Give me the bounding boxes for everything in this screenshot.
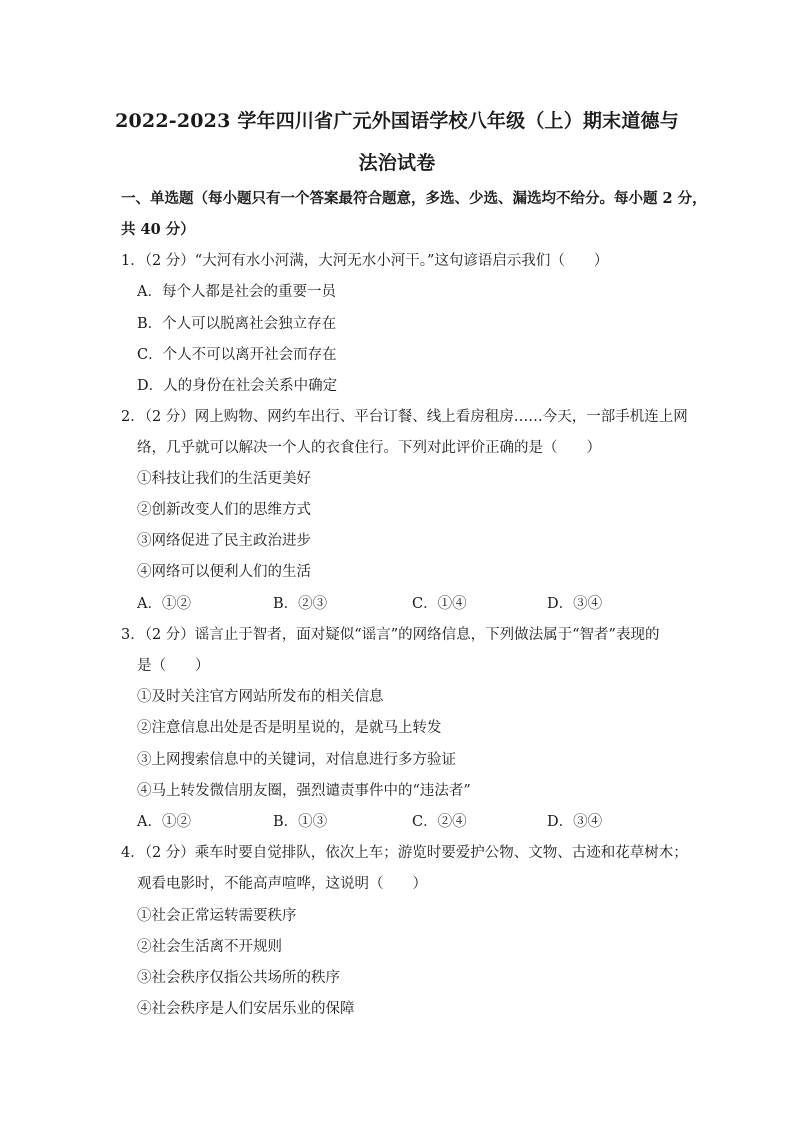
question-2-choice-b: B．②③ — [273, 596, 328, 612]
question-4-statement-1: ①社会正常运转需要秩序 — [137, 908, 297, 924]
question-1-option-c: C．个人不可以离开社会而存在 — [137, 347, 337, 363]
question-4-statement-3: ③社会秩序仅指公共场所的秩序 — [137, 970, 340, 986]
question-3-statement-3: ③上网搜索信息中的关键词，对信息进行多方验证 — [137, 752, 456, 768]
section-heading-line-1: 一、单选题（每小题只有一个答案最符合题意，多选、少选、漏选均不给分。每小题 2 分， — [121, 190, 707, 207]
question-2-choice-a: A．①② — [137, 596, 191, 612]
question-1-stem: 1．（2 分）“大河有水小河满，大河无水小河干。”这句谚语启示我们（ ） — [121, 253, 609, 269]
question-3-statement-1: ①及时关注官方网站所发布的相关信息 — [137, 689, 384, 705]
question-3-choice-a: A．①② — [137, 814, 191, 830]
question-2-statement-4: ④网络可以便利人们的生活 — [137, 564, 311, 580]
question-4-stem-line-1: 4．（2 分）乘车时要自觉排队，依次上车；游览时要爱护公物、文物、古迹和花草树木； — [121, 845, 688, 861]
question-2-statement-2: ②创新改变人们的思维方式 — [137, 502, 311, 518]
question-4-stem-line-2: 观看电影时，不能高声喧哗，这说明（ ） — [137, 876, 427, 892]
question-1-option-a: A．每个人都是社会的重要一员 — [137, 284, 336, 300]
question-3-choices — [137, 810, 637, 830]
section-heading-line-2: 共 40 分） — [121, 221, 195, 238]
question-3-choice-b: B．①③ — [273, 814, 328, 830]
question-2-stem-line-1: 2．（2 分）网上购物、网约车出行、平台订餐、线上看房租房……今天，一部手机连上网 — [121, 409, 688, 425]
question-3-statement-4: ④马上转发微信朋友圈，强烈谴责事件中的“违法者” — [137, 783, 471, 799]
question-3-stem-line-2: 是（ ） — [137, 658, 210, 674]
question-2-choice-d: D．③④ — [547, 596, 603, 612]
question-2-choices — [137, 592, 637, 612]
question-4-statement-2: ②社会生活离不开规则 — [137, 939, 282, 955]
question-2-statement-1: ①科技让我们的生活更美好 — [137, 471, 311, 487]
question-3-stem-line-1: 3．（2 分）谣言止于智者，面对疑似“谣言”的网络信息，下列做法属于“智者”表现的 — [121, 627, 660, 643]
question-3-statement-2: ②注意信息出处是否是明星说的，是就马上转发 — [137, 720, 442, 736]
exam-title-line-2: 法治试卷 — [358, 152, 436, 174]
question-1-option-d: D．人的身份在社会关系中确定 — [137, 378, 338, 394]
exam-title-line-1: 2022-2023 学年四川省广元外国语学校八年级（上）期末道德与 — [115, 110, 679, 132]
question-3-choice-d: D．③④ — [547, 814, 603, 830]
question-3-choice-c: C．②④ — [412, 814, 467, 830]
question-2-statement-3: ③网络促进了民主政治进步 — [137, 533, 311, 549]
question-1-option-b: B．个人可以脱离社会独立存在 — [137, 316, 337, 332]
question-4-statement-4: ④社会秩序是人们安居乐业的保障 — [137, 1001, 355, 1017]
question-2-stem-line-2: 络，几乎就可以解决一个人的衣食住行。下列对此评价正确的是（ ） — [137, 440, 601, 456]
question-2-choice-c: C．①④ — [412, 596, 467, 612]
